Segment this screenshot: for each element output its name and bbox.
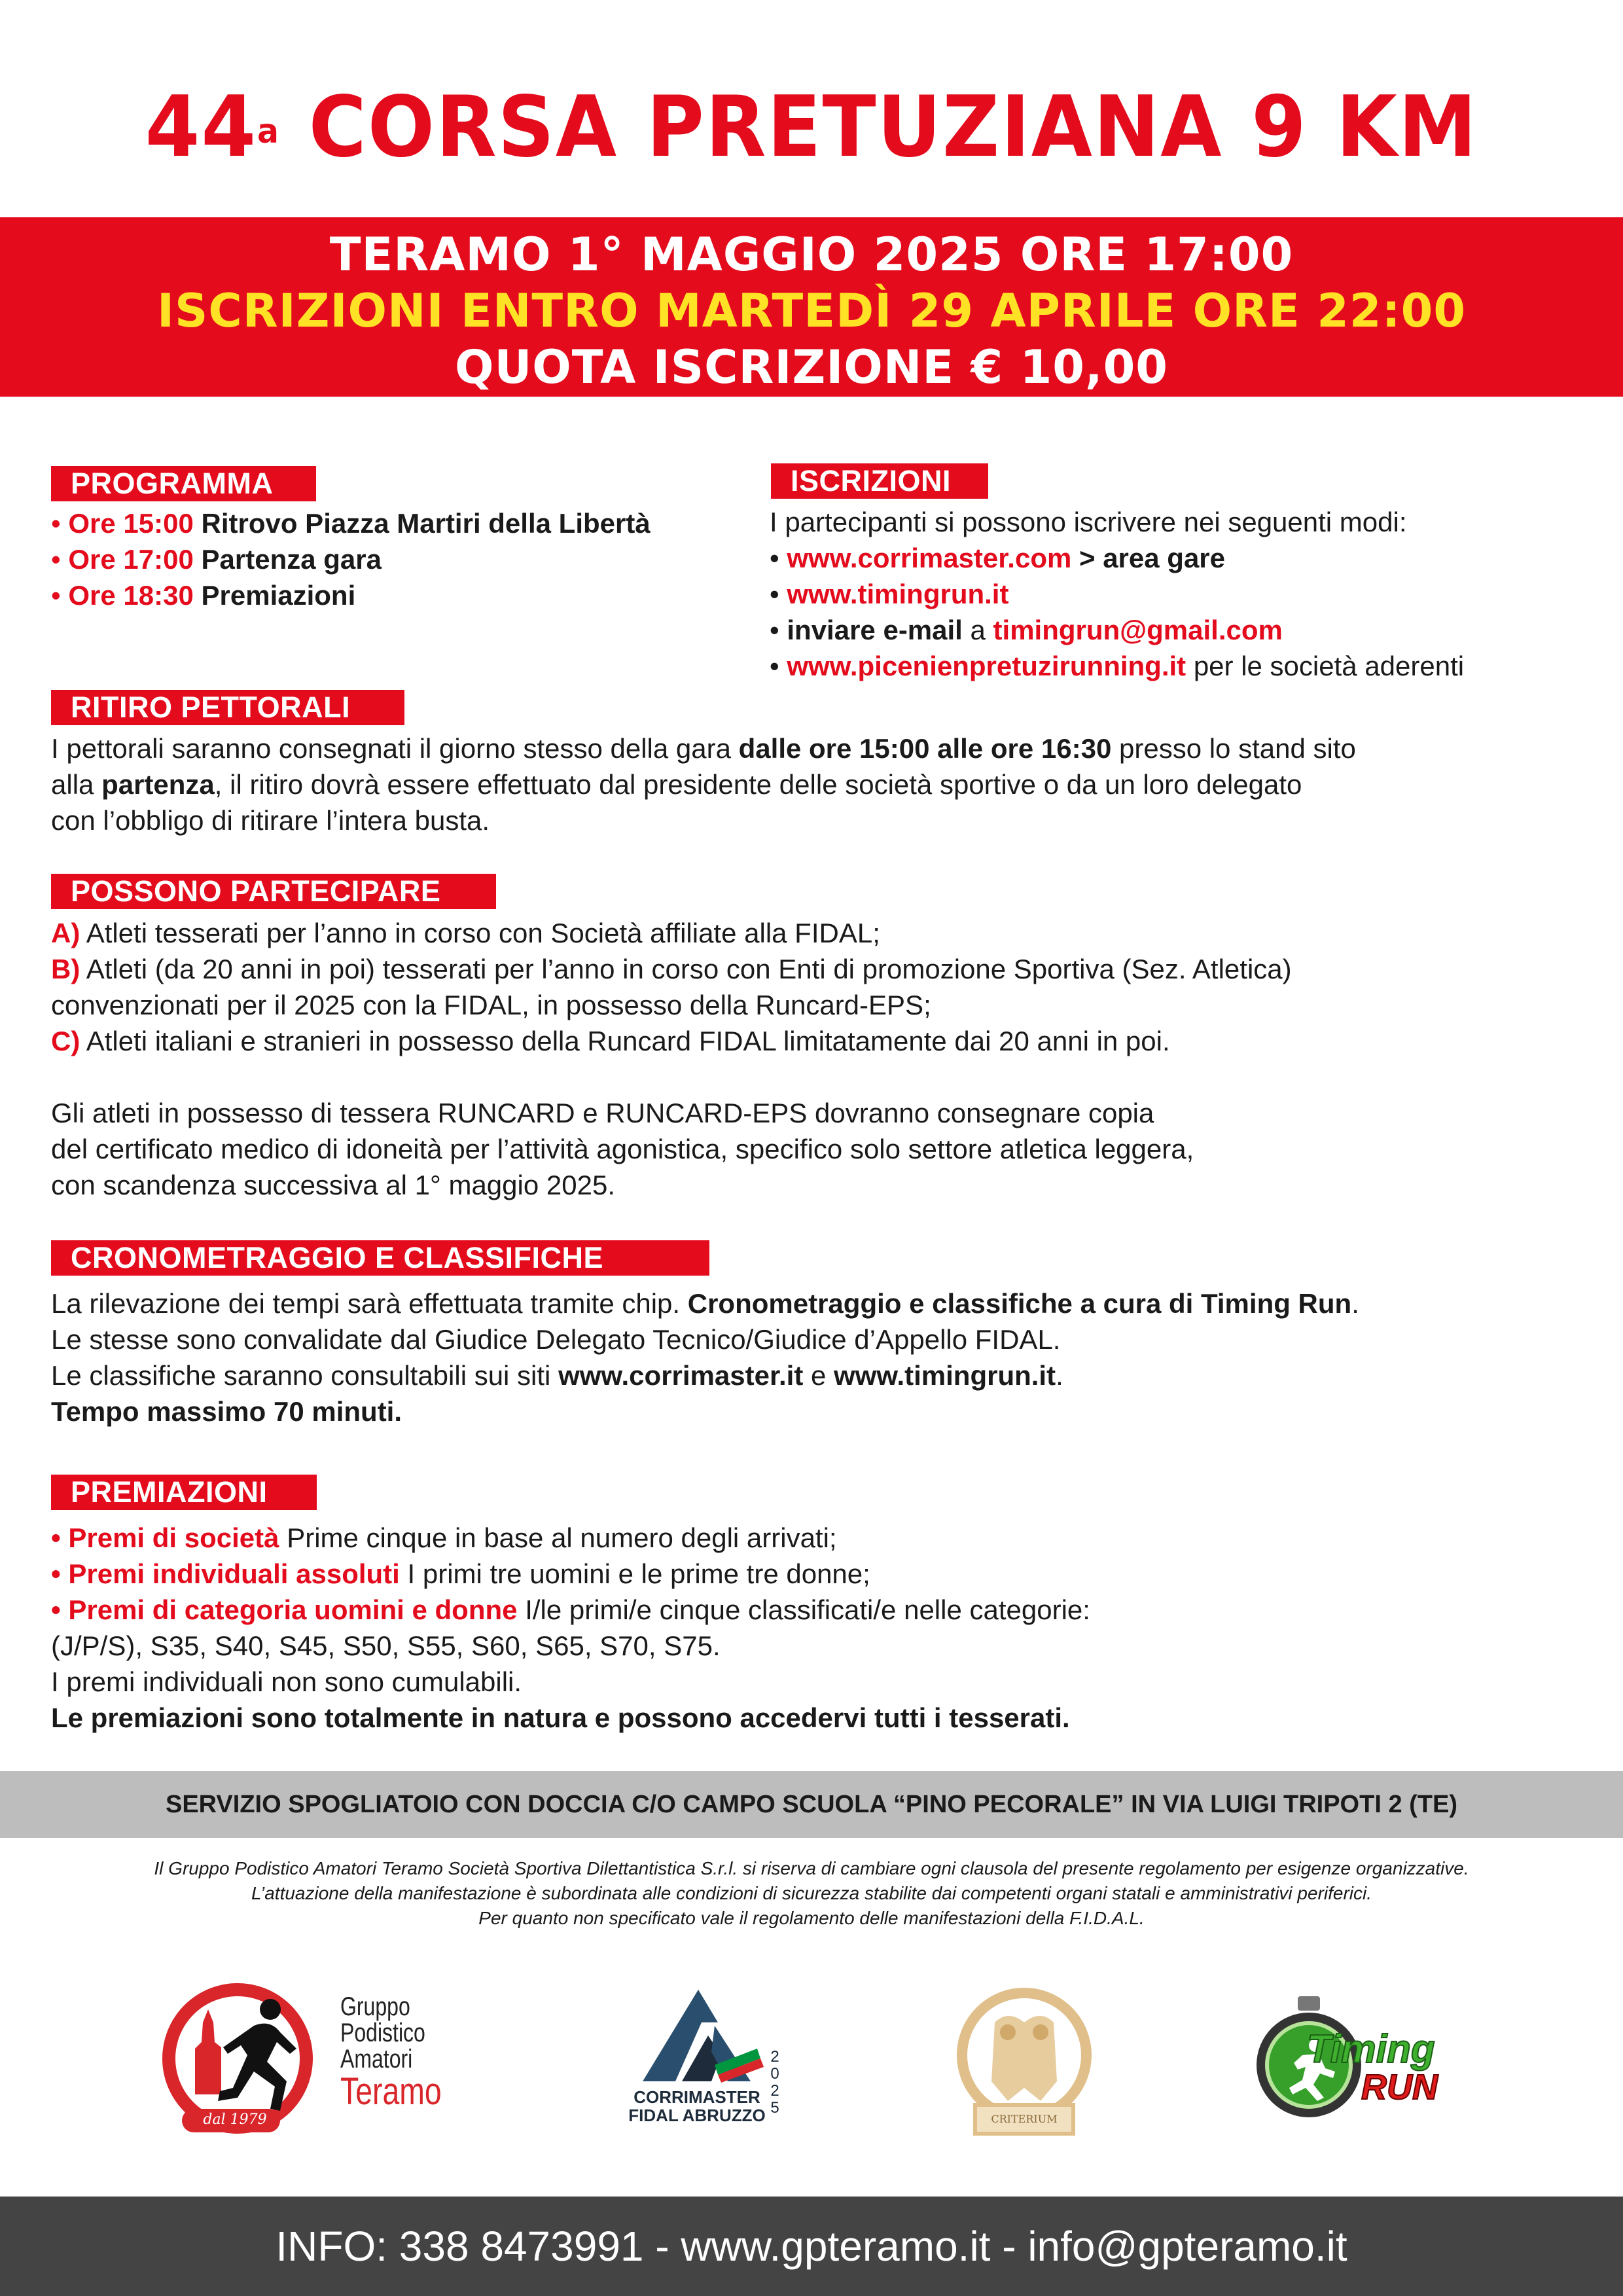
iscrizioni-list [770,504,1464,684]
gpat-since: dal 1979 [203,2111,267,2128]
iscrizioni-intro: I partecipanti si possono iscrivere nei seguenti modi: [770,507,1407,537]
timingrun-site-link[interactable]: www.timingrun.it [834,1360,1056,1391]
page-title: 44$^a$ CORSA PRETUZIANA 9 KM [145,79,1478,176]
programma-list [51,505,651,613]
event-date: TERAMO 1° MAGGIO 2025 ORE 17:00 [329,228,1294,281]
premiazioni-heading: PREMIAZIONI [51,1475,317,1510]
cronometraggio-text: La rilevazione dei tempi sarà effettuata tramite chip. Cronometraggio e classifiche a cura di Timing Run. Le stesse sono convalidate dal Giudice Delegato Tecnico/Giudice d’Appello FIDAL. Le classifiche saranno consultabili sui siti www.corrimaster.it e www.timingrun.it. Tempo massimo 70 minuti. [51,1288,1359,1427]
timing-word: Timing [1307,2027,1435,2071]
ritiro-text: I pettorali saranno consegnati il giorno stesso della gara dalle ore 15:00 alle ore 16:30 presso lo stand sito alla partenza, il ritiro dovrà essere effettuato dal presidente delle società sportive o da un loro delegato con l’obbligo di ritirare l’intera busta. [51,733,1356,836]
mountain-icon [636,1983,767,2088]
corrimaster-link[interactable]: www.corrimaster.com [787,543,1072,573]
list-item: • inviare e-mail a timingrun@gmail.com [770,615,1283,645]
piceni-link[interactable]: www.picenienpretuzirunning.it [787,651,1186,681]
timingrun-logo [1247,1990,1495,2121]
list-item: • Ore 17:00 Partenza gara [51,544,382,575]
gpat-logo: dal 1979 Gruppo Podistico Amatori Teramo [156,1970,483,2140]
iscrizioni-heading: ISCRIZIONI [771,463,988,499]
list-item: • www.timingrun.it [770,579,1009,609]
list-item: • www.corrimaster.com > area gare [770,543,1226,573]
timingrun-link[interactable]: www.timingrun.it [787,579,1009,609]
partecipare-text: A) Atleti tesserati per l’anno in corso con Società affiliate alla FIDAL; B) Atleti (da 20 anni in poi) tesserati per l’anno in corso con Enti di promozione Sportiva (Sez. Atletica) convenzionati per il 2025 con la FIDAL, in possesso della Runcard-EPS; C) Atleti italiani e stranieri in possesso della Runcard FIDAL limitatamente dai 20 anni in poi. Gli atleti in possesso di tessera RUNCARD e RUNCARD-EPS dovranno consegnare copia del certificato medico di idoneità per l’attività agonistica, specifico solo settore atletica leggera, con scandenza successiva al 1° maggio 2025. [51,918,1292,1200]
ritiro-heading: RITIRO PETTORALI [51,690,404,725]
premiazioni-text: • Premi di società Prime cinque in base al numero degli arrivati; • Premi individuali assoluti I primi tre uomini e le prime tre donne; • Premi di categoria uomini e donne I/le primi/e cinque classificati/e nelle categorie: (J/P/S), S35, S40, S45, S50, S55, S60, S65, S70, S75. I premi individuali non sono cumulabili. Le premiazioni sono totalmente in natura e possono accedervi tutti i tesserati. [51,1522,1090,1733]
registration-deadline: ISCRIZIONI ENTRO MARTEDÌ 29 APRILE ORE 22:00 [156,284,1467,338]
programma-heading: PROGRAMMA [51,466,316,501]
partecipare-heading: POSSONO PARTECIPARE [51,874,496,909]
footer-info: INFO: 338 8473991 - www.gpteramo.it - info@gpteramo.it [0,2197,1623,2296]
corrimaster-year: 2025 [770,2048,779,2117]
disclaimer: Il Gruppo Podistico Amatori Teramo Società Sportiva Dilettantistica S.r.l. si riserva di cambiare ogni clausola del presente regolamento per esigenze organizzative. L’attuazione della manifestazione è subordinata alle condizioni di sicurezza stabilite dai competenti organi statali e amministrativi periferici. Per quanto non specificato vale il regolamento delle manifestazioni della F.I.D.A.L. [154,1858,1469,1928]
criterium-logo [942,1983,1106,2140]
registration-fee: QUOTA ISCRIZIONE € 10,00 [454,340,1169,394]
list-item: • Ore 18:30 Premiazioni [51,580,356,611]
criterium-label: CRITERIUM [991,2113,1058,2125]
changing-room-notice: SERVIZIO SPOGLIATOIO CON DOCCIA C/O CAMPO SCUOLA “PINO PECORALE” IN VIA LUIGI TRIPOTI 2 (TE) [0,1771,1623,1838]
event-banner [0,217,1623,397]
corrimaster-site-link[interactable]: www.corrimaster.it [558,1360,804,1391]
list-item: • www.picenienpretuzirunning.it per le società aderenti [770,651,1465,681]
run-word: RUN [1361,2068,1438,2107]
cronometraggio-heading: CRONOMETRAGGIO E CLASSIFICHE [51,1240,709,1276]
corrimaster-logo: CORRIMASTER FIDAL ABRUZZO 2025 [628,1983,798,2134]
email-link[interactable]: timingrun@gmail.com [993,615,1283,645]
list-item: • Ore 15:00 Ritrovo Piazza Martiri della Libertà [51,508,651,539]
